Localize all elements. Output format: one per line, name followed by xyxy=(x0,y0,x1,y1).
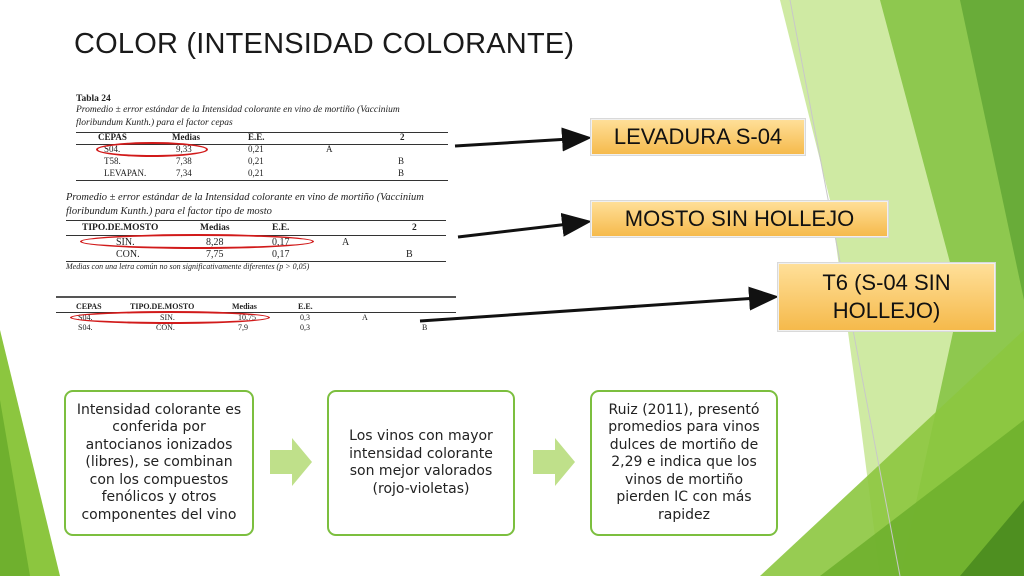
table-header: CEPAS xyxy=(76,302,102,311)
table-cell: 0,21 xyxy=(248,168,264,178)
table-cell: CON. xyxy=(156,323,175,332)
info-card: Ruiz (2011), presentó promedios para vinos dulces de mortiño de 2,29 e indica que los vinos de mortiño pierden IC con más rapidez xyxy=(590,390,778,536)
table-cell: S04. xyxy=(78,323,93,332)
chevron-right-icon xyxy=(270,438,312,486)
table-cell: LEVAPAN. xyxy=(104,168,147,178)
info-card: Los vinos con mayor intensidad colorante son mejor valorados (rojo-violetas) xyxy=(327,390,515,536)
table-cell: 0,3 xyxy=(300,313,310,322)
table-cell: T58. xyxy=(104,156,121,166)
table-cell: A xyxy=(342,237,350,248)
table-caption: Promedio ± error estándar de la Intensidad colorante en vino de mortiño (Vaccinium floribundum Kunth.) para el factor cepas xyxy=(76,105,400,128)
table-header: Medias xyxy=(200,223,230,233)
chevron-right-icon xyxy=(533,438,575,486)
table-header: TIPO.DE.MOSTO xyxy=(130,302,195,311)
table-header: E.E. xyxy=(248,132,265,142)
table-caption: Promedio ± error estándar de la Intensidad colorante en vino de mortiño (Vaccinium floribundum Kunth.) para el factor tipo de mosto xyxy=(66,192,424,217)
table-cell: 9,33 xyxy=(176,144,192,154)
table-cell: CON. xyxy=(116,249,140,260)
table-cell: 7,38 xyxy=(176,156,192,166)
table-cell: B xyxy=(422,323,428,332)
arrow-t6 xyxy=(420,297,773,321)
table-header: E.E. xyxy=(298,302,313,311)
table-header: E.E. xyxy=(272,223,290,233)
table-cell: B xyxy=(398,156,405,166)
table-cell: SIN. xyxy=(116,237,135,248)
label-mosto: MOSTO SIN HOLLEJO xyxy=(590,200,889,238)
table-cell: S04. xyxy=(104,144,121,154)
table-cell: 7,9 xyxy=(238,323,248,332)
arrow-levadura xyxy=(455,138,586,146)
label-levadura: LEVADURA S-04 xyxy=(590,118,806,156)
table-cell: SIN. xyxy=(160,313,175,322)
table-header: 2 xyxy=(412,223,417,233)
table-cell: A xyxy=(362,313,368,322)
table-cell: 10,75 xyxy=(238,313,256,322)
info-card: Intensidad colorante es conferida por antocianos ionizados (libres), se combinan con los compuestos fenólicos y otros componentes del vino xyxy=(64,390,254,536)
table-label: Tabla 24 xyxy=(76,94,111,104)
table-header: 2 xyxy=(400,132,405,142)
table-header: Medias xyxy=(232,302,257,311)
table-cell: B xyxy=(406,249,413,260)
arrow-mosto xyxy=(458,222,586,237)
table-cell: S04. xyxy=(78,313,93,322)
slide-title: COLOR (INTENSIDAD COLORANTE) xyxy=(74,28,575,60)
table-cell: 7,34 xyxy=(176,168,192,178)
table-cell: 0,21 xyxy=(248,144,264,154)
table-note: Medias con una letra común no son significativamente diferentes (p > 0,05) xyxy=(66,262,310,271)
table-cell: A xyxy=(326,144,333,154)
table-cell: B xyxy=(398,168,405,178)
table-header: CEPAS xyxy=(98,132,127,142)
table-cell: 0,17 xyxy=(272,237,290,248)
table-header: TIPO.DE.MOSTO xyxy=(82,223,159,233)
table-header: Medias xyxy=(172,132,200,142)
table-cell: 7,75 xyxy=(206,249,224,260)
table-cell: 0,3 xyxy=(300,323,310,332)
table-cell: 0,21 xyxy=(248,156,264,166)
label-t6: T6 (S-04 SIN HOLLEJO) xyxy=(777,262,996,332)
table-cell: 8,28 xyxy=(206,237,224,248)
table-cell: 0,17 xyxy=(272,249,290,260)
